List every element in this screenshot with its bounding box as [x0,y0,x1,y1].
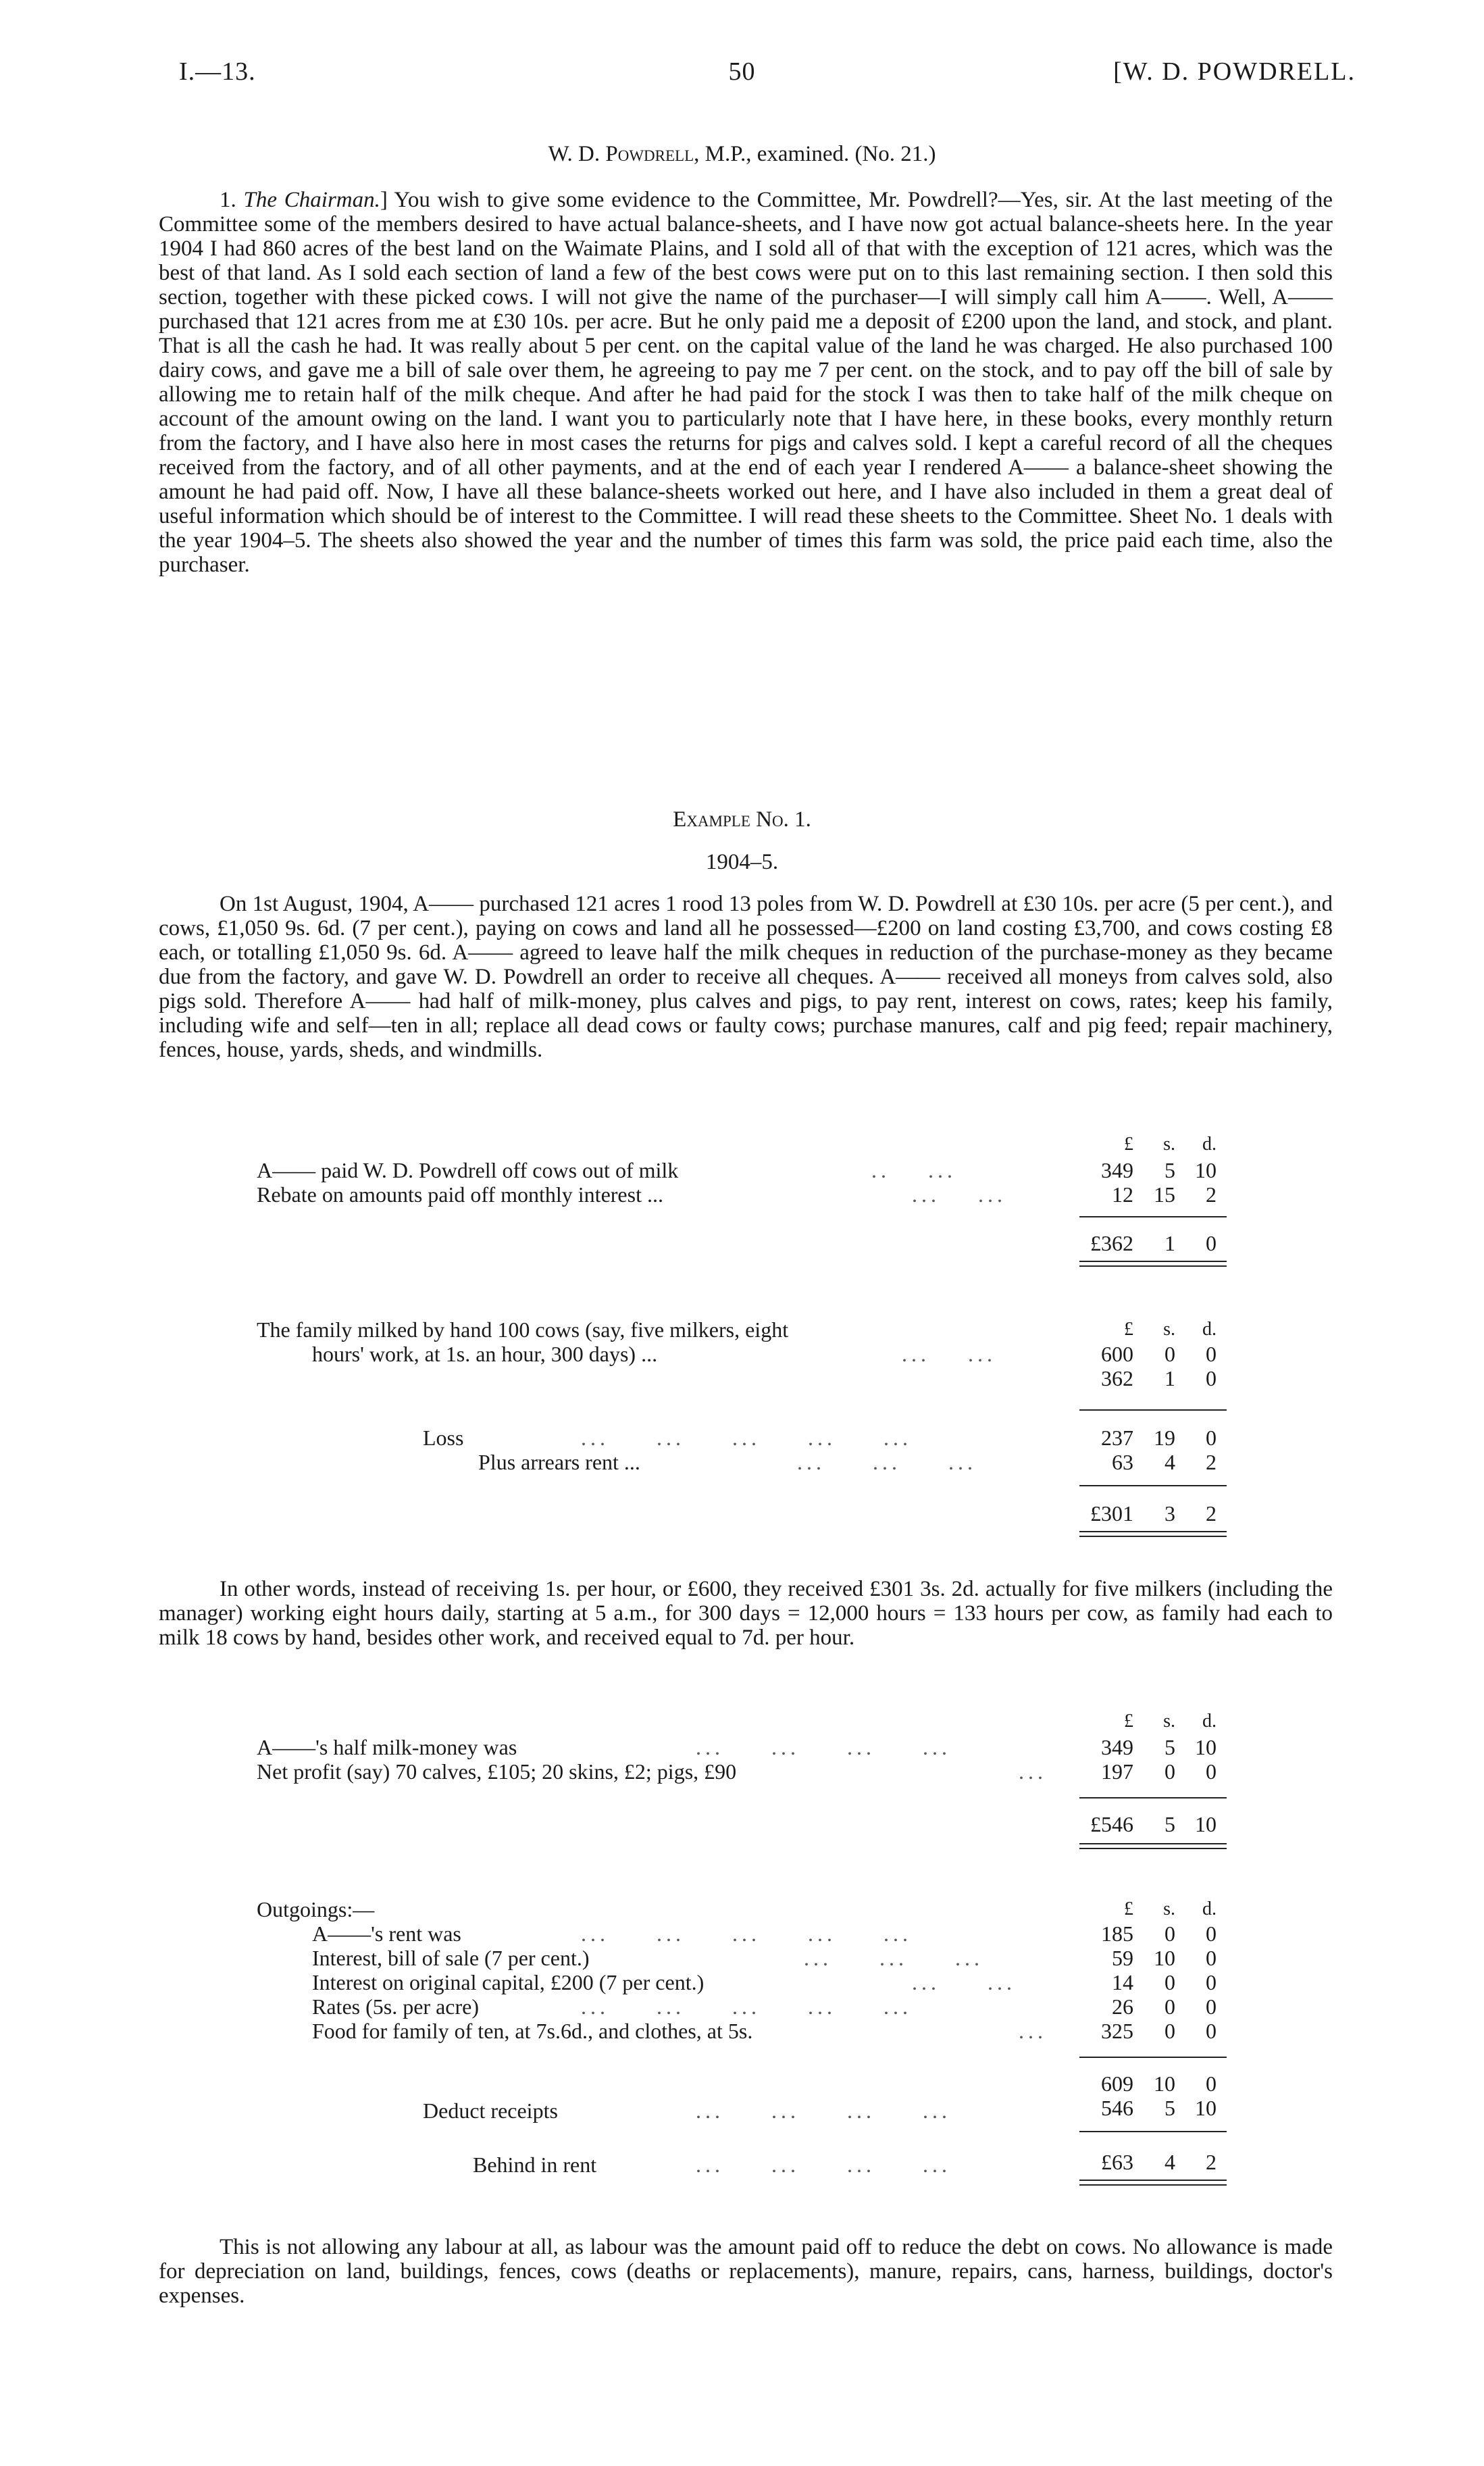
amount-pence: 0 [1206,1342,1217,1366]
total-double-rule [1079,2180,1227,2186]
account-label-line: The family milked by hand 100 cows (say, five milkers, eight [257,1317,789,1342]
outgoings-heading: Outgoings:— [257,1897,375,1921]
subtotal-rule [1079,2057,1227,2058]
closing-paragraph: This is not allowing any labour at all, as labour was the amount paid off to reduce the debt on cows. No allowance is made for depreciation on land, buildings, fences, cows (deaths or replacements), manure, repairs, cans, harness, buildings, doctor's expenses. [159,2235,1333,2308]
col-header-pounds: £ [1124,1711,1133,1732]
dot-leader: .. ... [871,1158,956,1182]
col-header-pence: d. [1202,1319,1217,1340]
dot-leader: ... ... ... ... ... [581,1921,912,1946]
amount-shillings: 0 [1165,1994,1175,2019]
header-page-number: 50 [728,57,756,86]
amount-pounds: 349 [1101,1735,1133,1759]
speaker: The Chairman. [243,188,380,212]
amount-pence: 0 [1206,1970,1217,1994]
col-header-pounds: £ [1124,1898,1133,1919]
total-shillings: 3 [1165,1501,1175,1526]
amount-pounds: 546 [1101,2096,1133,2120]
amount-pounds: 185 [1101,1921,1133,1946]
total-pence: 2 [1206,2150,1217,2174]
dot-leader: ... [1019,2019,1047,2043]
dot-leader: ... ... [902,1342,996,1366]
intro-text: ] You wish to give some evidence to the Committee, Mr. Powdrell?—Yes, sir. At the last meeting of the Committee some of the members desired to have actual balance-sheets, and I have now got actual balance-sheets here. In the year 1904 I had 860 acres of the best land on the Waimate Plains, and I sold all of that with the exception of 121 acres, which was the best of that land. As I sold each section of land a few of the best cows were put on to this last remaining section. I then sold this section, together with these picked cows. I will not give the name of the purchaser—I will simply call him A——. Well, A—— purchased that 121 acres from me at £30 10s. per acre. But he only paid me a deposit of £200 upon the land, and stock, and plant. That is all the cash he had. It was really about 5 per cent. on the capital value of the land he was charged. He also purchased 100 dairy cows, and gave me a bill of sale over them, he agreeing to pay me 7 per cent. on the stock, and to pay off the bill of sale by allowing me to retain half of the milk cheque. And after he had paid for the stock I was then to take half of the milk cheque on account of the amount owing on the land. I want you to particularly note that I have here, in these books, every monthly return from the factory, and I have also here in most cases the returns for pigs and calves sold. I kept a careful record of all the cheques received from the factory, and of all other payments, and at the end of each year I rendered A—— a balance-sheet showing the amount he had paid off. Now, I have all these balance-sheets worked out here, and I have also included in them a great deal of useful information which should be of interest to the Committee. I will read these sheets to the Committee. Sheet No. 1 deals with the year 1904–5. The sheets also showed the year and the number of times this farm was sold, the price paid each time, also the purchaser. [159,188,1333,577]
total-double-rule [1079,1261,1227,1267]
dot-leader: ... ... ... ... [696,2098,951,2123]
total-shillings: 1 [1165,1231,1175,1255]
amount-pence: 10 [1195,2096,1217,2120]
amount-shillings: 5 [1165,1735,1175,1759]
behind-label: Behind in rent [473,2153,597,2177]
col-header-pence: d. [1202,1898,1217,1919]
amount-shillings: 1 [1165,1366,1175,1390]
outgoing-label: Rates (5s. per acre) [312,1994,479,2019]
amount-pounds: 349 [1101,1158,1133,1182]
dot-leader: ... ... [912,1182,1006,1207]
amount-shillings: 10 [1154,1946,1175,1970]
arrears-label: Plus arrears rent ... [478,1450,640,1474]
account-row-label: Rebate on amounts paid off monthly interest ... [257,1182,663,1207]
examination-title [0,142,1484,166]
outgoing-label: Interest on original capital, £200 (7 per cent.) [312,1970,705,1994]
amount-shillings: 4 [1165,1450,1175,1474]
dot-leader: ... ... ... [804,1946,983,1970]
amount-pounds: 237 [1101,1426,1133,1450]
col-header-shillings: s. [1163,1711,1175,1732]
dot-leader: ... ... ... ... [696,1735,951,1759]
title-rest: , M.P., examined. (No. 21.) [694,142,936,166]
total-shillings: 5 [1165,1812,1175,1836]
dot-leader: ... ... ... [797,1450,977,1474]
outgoing-label: Food for family of ten, at 7s.6d., and clothes, at 5s. [312,2019,753,2043]
account-row-label: A——'s half milk-money was [257,1735,517,1759]
amount-pence: 0 [1206,1994,1217,2019]
account-row-label: Net profit (say) 70 calves, £105; 20 skins, £2; pigs, £90 [257,1759,737,1784]
total-pounds: £63 [1101,2150,1133,2174]
col-header-shillings: s. [1163,1319,1175,1340]
dot-leader: ... ... ... ... ... [581,1994,912,2019]
header-witness-name: [W. D. POWDRELL. [1113,57,1356,86]
total-pounds: £546 [1090,1812,1133,1836]
amount-pounds: 600 [1101,1342,1133,1366]
amount-pounds: 325 [1101,2019,1133,2043]
account-row-label: A—— paid W. D. Powdrell off cows out of milk [257,1158,679,1182]
subtotal-rule [1079,1216,1227,1217]
total-double-rule [1079,1843,1227,1849]
amount-shillings: 5 [1165,2096,1175,2120]
question-number: 1. [220,188,236,212]
example-year: 1904–5. [705,850,779,874]
amount-pence: 0 [1206,1366,1217,1390]
total-shillings: 4 [1165,2150,1175,2174]
amount-shillings: 0 [1165,1759,1175,1784]
intro-paragraph [159,188,1333,577]
amount-shillings: 0 [1165,1970,1175,1994]
amount-pence: 0 [1206,2019,1217,2043]
header-document-ref: I.—13. [179,57,256,86]
total-double-rule [1079,1531,1227,1537]
amount-pounds: 59 [1112,1946,1133,1970]
total-pounds: £362 [1090,1231,1133,1255]
col-header-shillings: s. [1163,1898,1175,1919]
col-header-shillings: s. [1163,1134,1175,1155]
amount-pence: 0 [1206,1946,1217,1970]
total-pence: 0 [1206,1231,1217,1255]
amount-pence: 2 [1206,1182,1217,1207]
outgoing-label: A——'s rent was [312,1921,461,1946]
witness-name: W. D. Powdrell [548,142,694,166]
amount-pence: 2 [1206,1450,1217,1474]
amount-pounds: 63 [1112,1450,1133,1474]
amount-pence: 10 [1195,1735,1217,1759]
subtotal-rule [1079,1485,1227,1486]
amount-shillings: 0 [1165,2019,1175,2043]
amount-pounds: 14 [1112,1970,1133,1994]
amount-pounds: 12 [1112,1182,1133,1207]
col-header-pence: d. [1202,1711,1217,1732]
dot-leader: ... [1019,1759,1047,1784]
amount-pounds: 26 [1112,1994,1133,2019]
amount-pence: 0 [1206,1759,1217,1784]
amount-pence: 10 [1195,1158,1217,1182]
col-header-pounds: £ [1124,1134,1133,1155]
amount-pence: 0 [1206,2071,1217,2096]
col-header-pounds: £ [1124,1319,1133,1340]
amount-shillings: 15 [1154,1182,1175,1207]
amount-pence: 0 [1206,1921,1217,1946]
amount-shillings: 19 [1154,1426,1175,1450]
amount-pounds: 197 [1101,1759,1133,1784]
col-header-pence: d. [1202,1134,1217,1155]
amount-shillings: 5 [1165,1158,1175,1182]
other-words-paragraph: In other words, instead of receiving 1s. per hour, or £600, they received £301 3s. 2d. actually for five milkers (including the manager) working eight hours daily, starting at 5 a.m., for 300 days = 12,000 hours = 133 hours per cow, as family had each to milk 18 cows by hand, besides other work, and received equal to 7d. per hour. [159,1577,1333,1650]
dot-leader: ... ... ... ... [696,2153,951,2177]
account-label-line: hours' work, at 1s. an hour, 300 days) ... [312,1342,658,1366]
loss-label: Loss [423,1426,464,1450]
total-pence: 2 [1206,1501,1217,1526]
amount-shillings: 0 [1165,1921,1175,1946]
example-paragraph: On 1st August, 1904, A—— purchased 121 acres 1 rood 13 poles from W. D. Powdrell at £30 10s. per acre (5 per cent.), and cows, £1,050 9s. 6d. (7 per cent.), paying on cows and land all he possessed—£200 on land costing £3,700, and cows costing £8 each, or totalling £1,050 9s. 6d. A—— agreed to leave half the milk cheques in reduction of the purchase-money as they became due from the factory, and gave W. D. Powdrell an order to receive all cheques. A—— received all moneys from calves sold, also pigs sold. Therefore A—— had half of milk-money, plus calves and pigs, to pay rent, interest on cows, rates; keep his family, including wife and self—ten in all; replace all dead cows or faulty cows; purchase manures, calf and pig feed; repair machinery, fences, house, yards, sheds, and windmills. [159,892,1333,1062]
subtotal-rule [1079,1409,1227,1411]
example-heading: Example No. 1. [673,807,811,832]
subtotal-rule [1079,2131,1227,2132]
amount-pence: 0 [1206,1426,1217,1450]
dot-leader: ... ... [912,1970,1016,1994]
dot-leader: ... ... ... ... ... [581,1426,912,1450]
total-pence: 10 [1195,1812,1217,1836]
amount-pounds: 362 [1101,1366,1133,1390]
subtotal-rule [1079,1797,1227,1798]
amount-shillings: 0 [1165,1342,1175,1366]
total-pounds: £301 [1090,1501,1133,1526]
amount-pounds: 609 [1101,2071,1133,2096]
amount-shillings: 10 [1154,2071,1175,2096]
deduct-label: Deduct receipts [423,2098,558,2123]
outgoing-label: Interest, bill of sale (7 per cent.) [312,1946,590,1970]
